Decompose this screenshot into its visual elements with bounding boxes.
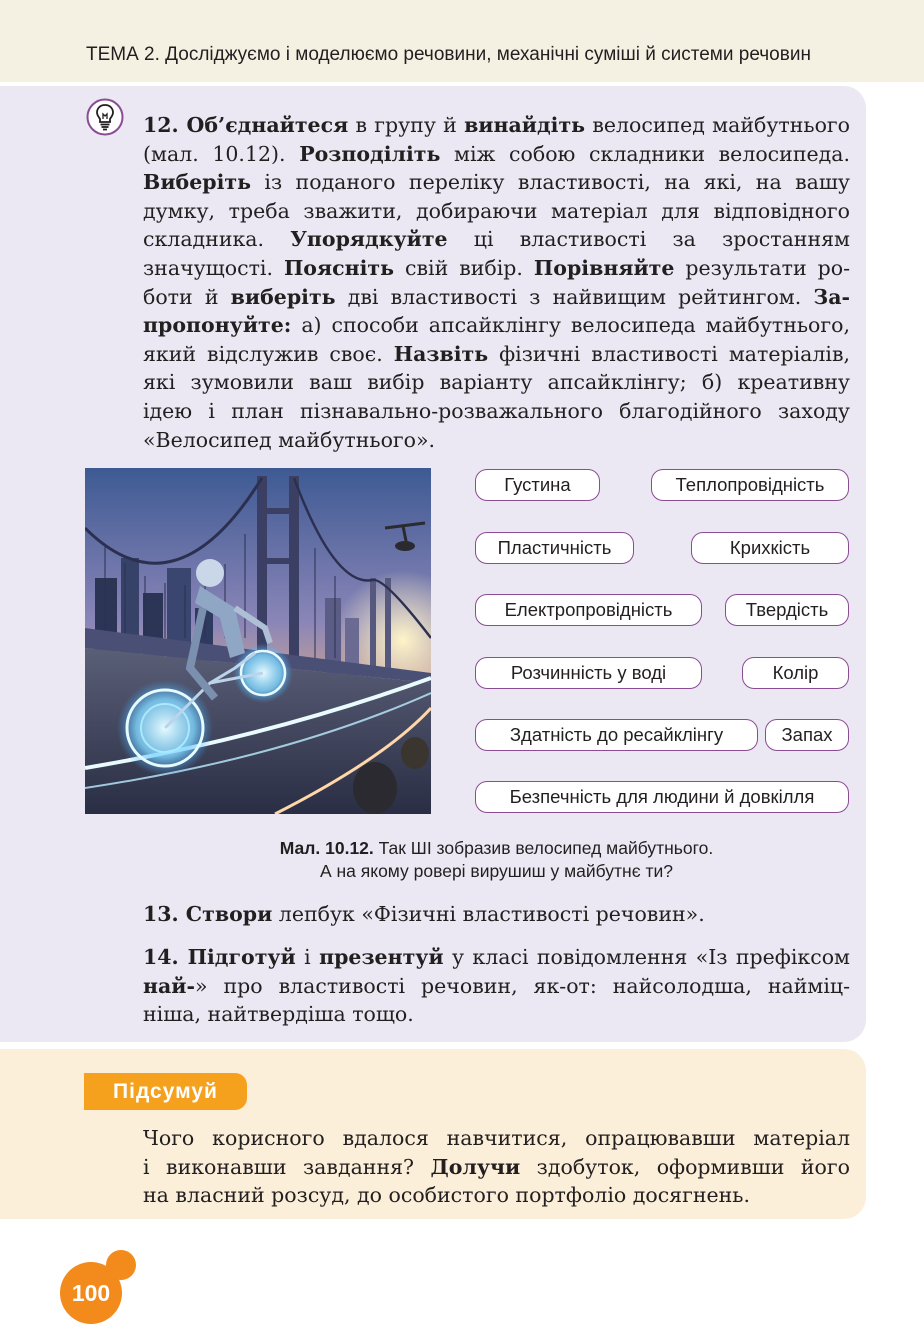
caption-line-1: Так ШІ зобразив велосипед майбутнього. <box>373 838 714 858</box>
property-chip: Колір <box>742 657 849 689</box>
text-run: ці властивості за зростанням <box>447 227 850 252</box>
text-run: свій вибір. <box>394 255 534 280</box>
bold-term: виберіть <box>230 284 336 309</box>
text-run: які зумовили ваш вибір варіанту апсайклінгу; б) креативну <box>143 370 850 395</box>
figure-caption <box>143 837 850 883</box>
bold-term: Долучи <box>430 1154 521 1179</box>
text-line <box>143 254 850 283</box>
ai-bicycle-illustration <box>85 468 431 814</box>
text-line <box>143 1153 850 1182</box>
bold-term: винайдіть <box>464 113 586 137</box>
property-chip: Теплопровідність <box>651 469 849 501</box>
text-run: думку, треба зважити, добираючи матеріал для відповідного <box>143 198 850 223</box>
text-line <box>143 972 850 1001</box>
text-line <box>143 1000 850 1029</box>
topic-title: ТЕМА 2. Досліджуємо і моделюємо речовини, механічні суміші й системи речовин <box>86 44 811 65</box>
text-run: на власний розсуд, до особистого портфоліо досягнень. <box>143 1183 750 1208</box>
text-run: велосипед майбутнього <box>585 113 850 137</box>
bold-term: Виберіть <box>143 170 251 195</box>
property-chip: Безпечність для людини й довкілля <box>475 781 849 813</box>
text-run: в групу й <box>348 113 465 137</box>
page-number: 100 <box>60 1262 122 1324</box>
property-chip: Пластичність <box>475 532 634 564</box>
property-chip: Густина <box>475 469 600 501</box>
text-line <box>143 943 850 972</box>
bold-term: Порівняйте <box>533 255 675 280</box>
bold-term: пропонуйте: <box>143 313 292 338</box>
property-chip: Електропровідність <box>475 594 702 626</box>
property-chip: Розчинність у воді <box>475 657 702 689</box>
caption-label: Мал. 10.12. <box>279 838 374 858</box>
text-line <box>143 111 850 140</box>
text-run: і виконавши завдання? <box>143 1154 431 1179</box>
text-run: між собою складники велосипеда. <box>440 141 850 166</box>
bold-term: Упорядкуйте <box>290 227 448 252</box>
text-run: ідею і план пізнавально-розважального благодійного заходу <box>143 398 850 423</box>
bold-term: За- <box>813 284 850 309</box>
text-run: дві властивості з найвищим рейтингом. <box>335 284 814 309</box>
text-line <box>143 1181 850 1210</box>
text-run: а) способи апсайклінгу велосипеда майбутнього, <box>291 313 850 338</box>
text-line <box>143 283 850 312</box>
text-run: із поданого переліку властивості, на які, на вашу <box>251 170 850 195</box>
text-line <box>143 225 850 254</box>
text-run: фізичні властивості матеріалів, <box>488 341 850 366</box>
text-line <box>143 1124 850 1153</box>
text-run: Чого корисного вдалося навчитися, опрацювавши матеріал <box>143 1126 850 1150</box>
text-run: здобуток, оформивши його <box>520 1154 850 1179</box>
text-line <box>143 900 850 929</box>
caption-line-2: А на якому ровері вирушиш у майбутнє ти? <box>319 861 674 881</box>
bold-term: 12. Об’єднайтеся <box>143 113 349 137</box>
task-12-text <box>143 111 850 454</box>
summary-text <box>143 1124 850 1210</box>
bold-term: 14. Підготуй <box>143 945 296 969</box>
bold-term: най- <box>143 973 196 998</box>
bold-term: Поясніть <box>283 255 395 280</box>
text-line <box>143 340 850 369</box>
text-run: ніша, найтвердіша тощо. <box>143 1002 414 1027</box>
text-line <box>143 140 850 169</box>
text-run: який відслужив своє. <box>143 341 394 366</box>
summary-label: Підсумуй <box>84 1073 247 1110</box>
text-run: боти й <box>143 284 231 309</box>
text-line <box>143 368 850 397</box>
bold-term: Розподіліть <box>299 141 441 166</box>
task-14-text <box>143 943 850 1029</box>
lightbulb-icon <box>86 98 124 136</box>
text-line <box>143 168 850 197</box>
page-header <box>0 0 924 82</box>
text-run: » про властивості речовин, як-от: найсолодша, найміц- <box>195 973 850 998</box>
text-run: лепбук «Фізичні властивості речовин». <box>272 902 705 926</box>
text-line <box>143 426 850 455</box>
text-run: у класі повідомлення «Із префіксом <box>443 945 850 969</box>
text-run: значущості. <box>143 255 284 280</box>
task-13-text <box>143 900 850 929</box>
text-run: результати ро- <box>674 255 850 280</box>
text-line <box>143 397 850 426</box>
property-chip: Крихкість <box>691 532 849 564</box>
text-line <box>143 197 850 226</box>
property-chip: Запах <box>765 719 849 751</box>
page-number-badge <box>60 1250 138 1334</box>
bold-term: презентуй <box>319 945 444 969</box>
text-line <box>143 311 850 340</box>
property-chip: Твердість <box>725 594 849 626</box>
property-chip: Здатність до ресайклінгу <box>475 719 758 751</box>
text-run: (мал. 10.12). <box>143 141 300 166</box>
text-run: складника. <box>143 227 291 252</box>
bold-term: 13. Створи <box>143 902 273 926</box>
bold-term: Назвіть <box>393 341 489 366</box>
text-run: «Велосипед майбутнього». <box>143 427 436 452</box>
text-run: і <box>295 945 320 969</box>
